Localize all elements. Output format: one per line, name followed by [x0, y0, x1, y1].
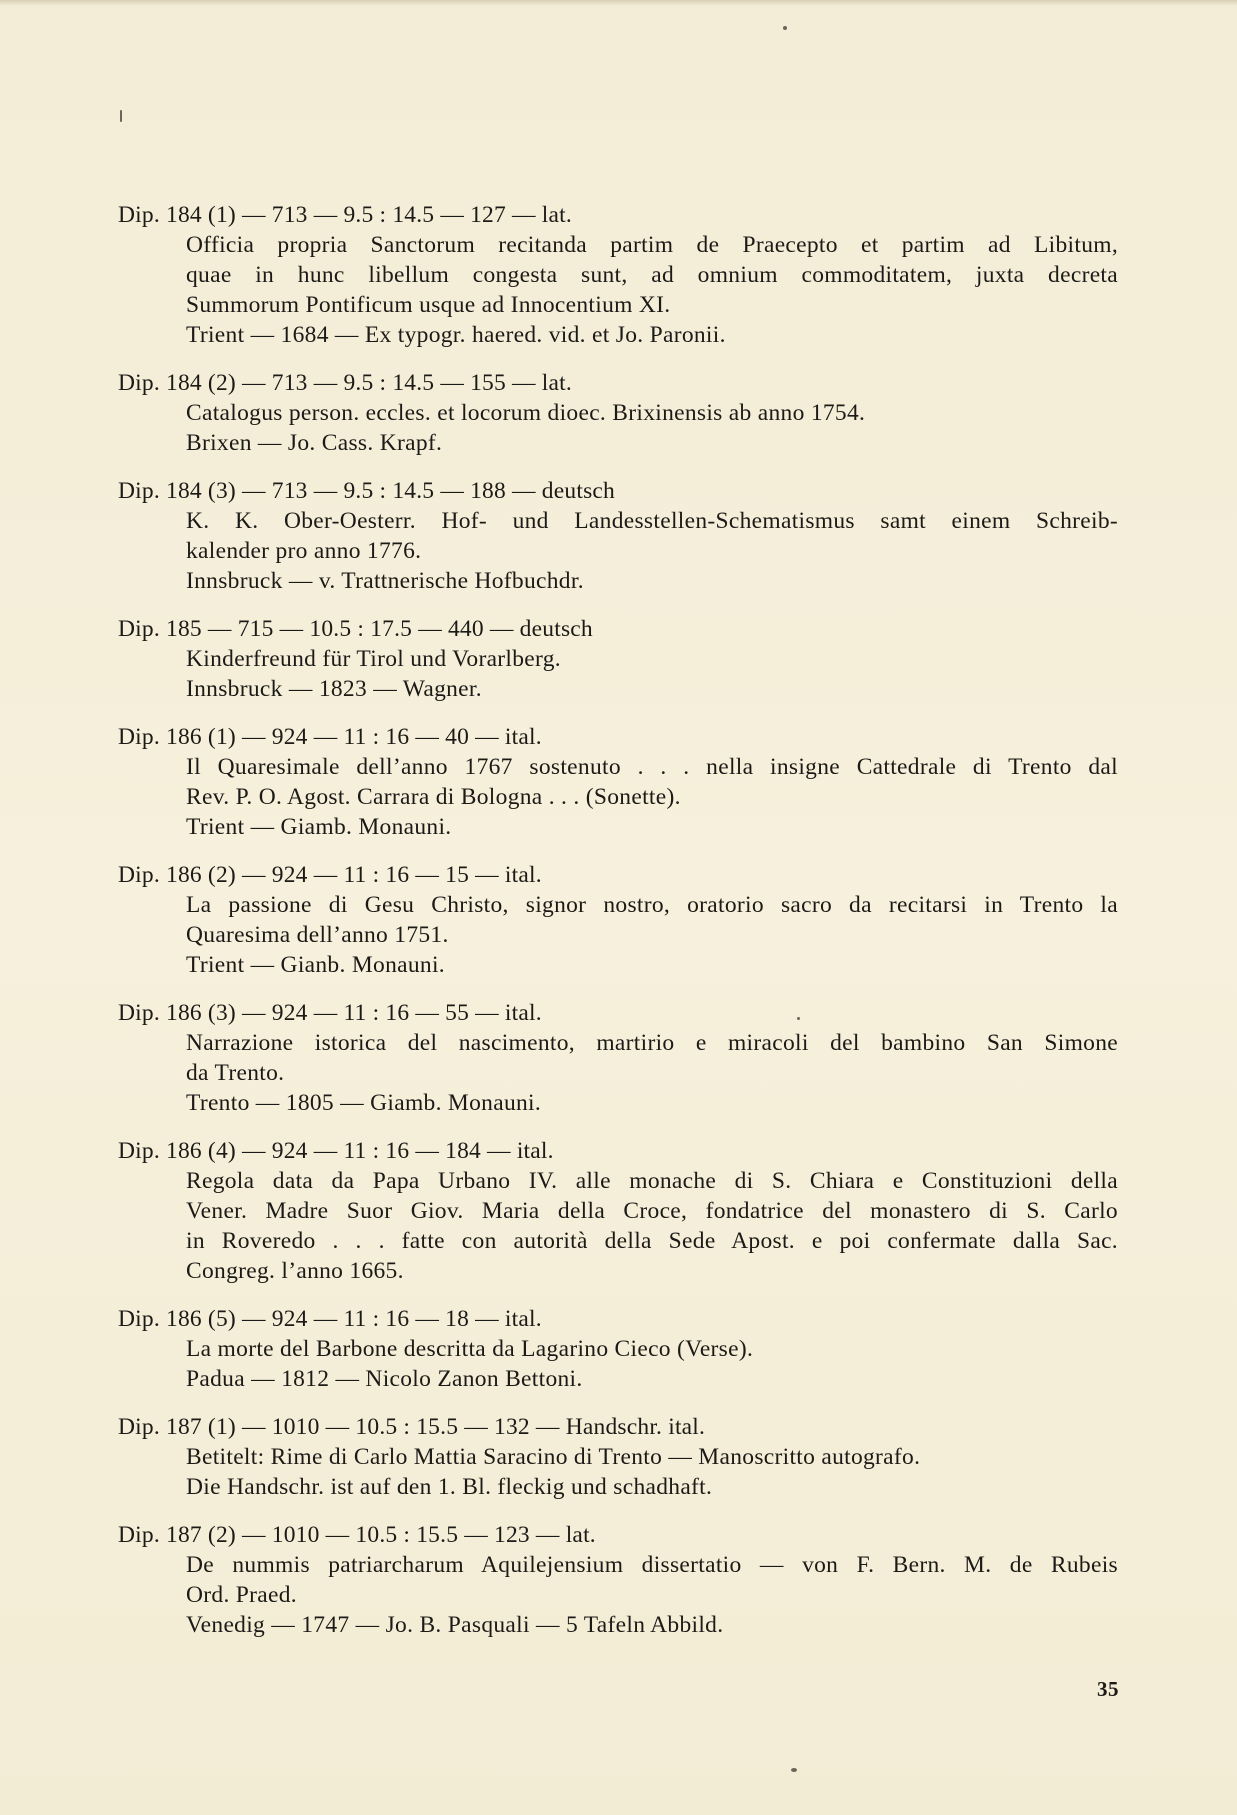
catalog-entry — [118, 1304, 1118, 1394]
entry-line: Trient — Giamb. Monauni. — [186, 814, 452, 840]
entry-description — [118, 1166, 1118, 1286]
entry-description — [118, 1550, 1118, 1640]
entry-line: kalender pro anno 1776. — [186, 538, 422, 564]
catalog-entry — [118, 200, 1118, 350]
catalog-entries — [118, 200, 1118, 1658]
catalog-entry — [118, 476, 1118, 596]
entry-description — [118, 1442, 1118, 1502]
entry-heading: Dip. 184 (1) — 713 — 9.5 : 14.5 — 127 — lat. — [118, 202, 572, 228]
entry-line: Rev. P. O. Agost. Carrara di Bologna . . . (Sonette). — [186, 784, 681, 810]
entry-heading: Dip. 187 (1) — 1010 — 10.5 : 15.5 — 132 — Handschr. ital. — [118, 1414, 706, 1440]
entry-line: Regola data da Papa Urbano IV. alle monache di S. Chiara e Constituzioni della — [186, 1168, 1118, 1194]
entry-line: Brixen — Jo. Cass. Krapf. — [186, 430, 443, 456]
entry-description — [118, 506, 1118, 596]
entry-description — [118, 644, 1118, 704]
entry-line: Trient — Gianb. Monauni. — [186, 952, 445, 978]
entry-line: Catalogus person. eccles. et locorum dioec. Brixinensis ab anno 1754. — [186, 400, 866, 426]
entry-line: Il Quaresimale dell’anno 1767 sostenuto . . . nella insigne Cattedrale di Trento dal — [186, 754, 1118, 780]
catalog-entry — [118, 368, 1118, 458]
entry-line: Summorum Pontificum usque ad Innocentium XI. — [186, 292, 671, 318]
entry-heading: Dip. 184 (3) — 713 — 9.5 : 14.5 — 188 — deutsch — [118, 478, 615, 504]
entry-heading: Dip. 186 (4) — 924 — 11 : 16 — 184 — ital. — [118, 1138, 554, 1164]
catalog-entry — [118, 1412, 1118, 1502]
entry-line: Quaresima dell’anno 1751. — [186, 922, 449, 948]
entry-description — [118, 890, 1118, 980]
entry-description — [118, 1028, 1118, 1118]
entry-heading: Dip. 187 (2) — 1010 — 10.5 : 15.5 — 123 — lat. — [118, 1522, 596, 1548]
entry-line: quae in hunc libellum congesta sunt, ad omnium commoditatem, juxta decreta — [186, 262, 1118, 288]
entry-heading: Dip. 186 (5) — 924 — 11 : 16 — 18 — ital. — [118, 1306, 542, 1332]
entry-line: Padua — 1812 — Nicolo Zanon Bettoni. — [186, 1366, 583, 1392]
entry-line: La passione di Gesu Christo, signor nostro, oratorio sacro da recitarsi in Trento la — [186, 892, 1118, 918]
entry-line: Narrazione istorica del nascimento, martirio e miracoli del bambino San Simone — [186, 1030, 1118, 1056]
entry-heading: Dip. 186 (2) — 924 — 11 : 16 — 15 — ital. — [118, 862, 542, 888]
entry-line: K. K. Ober-Oesterr. Hof- und Landesstellen-Schematismus samt einem Schreib- — [186, 508, 1118, 534]
page-number: 35 — [1097, 1677, 1119, 1701]
entry-description — [118, 398, 1118, 458]
catalog-entry — [118, 1136, 1118, 1286]
page-edge-shadow — [0, 0, 1237, 6]
entry-line: De nummis patriarcharum Aquilejensium dissertatio — von F. Bern. M. de Rubeis — [186, 1552, 1118, 1578]
entry-line: La morte del Barbone descritta da Lagarino Cieco (Verse). — [186, 1336, 754, 1362]
entry-line: Trento — 1805 — Giamb. Monauni. — [186, 1090, 542, 1116]
entry-description — [118, 230, 1118, 350]
paper-speck — [791, 1768, 797, 1772]
entry-heading: Dip. 186 (3) — 924 — 11 : 16 — 55 — ital. — [118, 1000, 542, 1026]
catalog-entry — [118, 722, 1118, 842]
entry-line: Innsbruck — v. Trattnerische Hofbuchdr. — [186, 568, 584, 594]
entry-line: in Roveredo . . . fatte con autorità della Sede Apost. e poi confermate dalla Sac. — [186, 1228, 1118, 1254]
catalog-entry — [118, 998, 1118, 1118]
entry-line: Ord. Praed. — [186, 1582, 297, 1608]
entry-line: Innsbruck — 1823 — Wagner. — [186, 676, 482, 702]
entry-heading: Dip. 186 (1) — 924 — 11 : 16 — 40 — ital. — [118, 724, 542, 750]
entry-line: Betitelt: Rime di Carlo Mattia Saracino di Trento — Manoscritto autografo. — [186, 1444, 921, 1470]
entry-line: da Trento. — [186, 1060, 285, 1086]
entry-line: Die Handschr. ist auf den 1. Bl. fleckig und schadhaft. — [186, 1474, 713, 1500]
catalog-entry — [118, 1520, 1118, 1640]
entry-description — [118, 752, 1118, 842]
entry-heading: Dip. 185 — 715 — 10.5 : 17.5 — 440 — deutsch — [118, 616, 593, 642]
entry-line: Officia propria Sanctorum recitanda partim de Praecepto et partim ad Libitum, — [186, 232, 1118, 258]
entry-line: Kinderfreund für Tirol und Vorarlberg. — [186, 646, 561, 672]
entry-line: Vener. Madre Suor Giov. Maria della Croce, fondatrice del monastero di S. Carlo — [186, 1198, 1118, 1224]
paper-speck — [120, 110, 122, 122]
catalog-entry — [118, 614, 1118, 704]
entry-line: Venedig — 1747 — Jo. B. Pasquali — 5 Tafeln Abbild. — [186, 1612, 724, 1638]
paper-speck — [783, 26, 787, 30]
entry-heading: Dip. 184 (2) — 713 — 9.5 : 14.5 — 155 — lat. — [118, 370, 572, 396]
entry-line: Congreg. l’anno 1665. — [186, 1258, 404, 1284]
entry-line: Trient — 1684 — Ex typogr. haered. vid. et Jo. Paronii. — [186, 322, 726, 348]
entry-description — [118, 1334, 1118, 1394]
catalog-entry — [118, 860, 1118, 980]
